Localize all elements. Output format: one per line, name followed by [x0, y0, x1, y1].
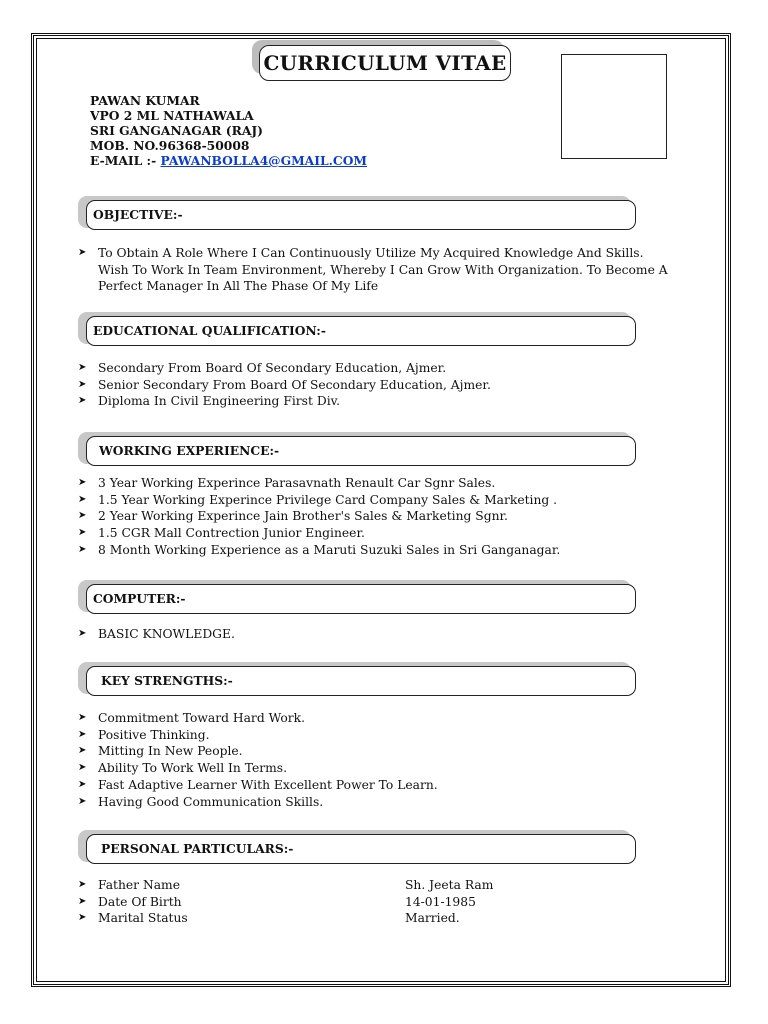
list-item-text: 1.5 CGR Mall Contrection Junior Engineer.	[98, 526, 365, 541]
mobile-number: MOB. NO.96368-50008	[90, 138, 250, 153]
page-title: CURRICULUM VITAE	[259, 45, 511, 81]
arrowhead-bullet-icon: ➤	[78, 493, 87, 505]
arrowhead-bullet-icon: ➤	[78, 778, 87, 790]
email-line	[90, 153, 367, 168]
list-item-text: Commitment Toward Hard Work.	[98, 711, 306, 725]
experience-list	[78, 475, 560, 559]
list-item	[78, 777, 438, 794]
list-item-text: BASIC KNOWLEDGE.	[98, 627, 235, 641]
list-item	[78, 760, 438, 777]
field-label: Father Name	[98, 878, 180, 892]
strengths-list	[78, 710, 438, 810]
section-heading-computer	[78, 580, 640, 616]
section-heading-experience	[78, 432, 640, 468]
section-heading-objective	[78, 196, 640, 232]
heading-box: COMPUTER:-	[86, 584, 636, 614]
arrowhead-bullet-icon: ➤	[78, 728, 87, 740]
arrowhead-bullet-icon: ➤	[78, 795, 87, 807]
arrowhead-bullet-icon: ➤	[78, 247, 87, 258]
section-heading-education	[78, 312, 640, 348]
field-label: Marital Status	[98, 911, 188, 926]
list-item	[78, 492, 560, 509]
arrowhead-bullet-icon: ➤	[78, 378, 87, 390]
list-item	[78, 877, 638, 894]
arrowhead-bullet-icon: ➤	[78, 712, 87, 723]
list-item-text: 2 Year Working Experince Jain Brother's Sales & Marketing Sgnr.	[98, 509, 508, 524]
list-item	[78, 525, 560, 542]
list-item-text: 1.5 Year Working Experince Privilege Card Company Sales & Marketing .	[98, 492, 558, 507]
arrowhead-bullet-icon: ➤	[78, 895, 87, 907]
list-item	[78, 626, 235, 643]
arrowhead-bullet-icon: ➤	[78, 543, 87, 555]
list-item-text: To Obtain A Role Where I Can Continuously Utilize My Acquired Knowledge And Skills. Wish To Work In Team Environment, Whereby I Can Grow With Organization. To Become A Perfect Manager In All The Phase Of My Life	[98, 246, 668, 294]
list-item-text: Positive Thinking.	[98, 727, 210, 742]
list-item-text: Having Good Communication Skills.	[98, 794, 324, 809]
address-line-2: SRI GANGANAGAR (RAJ)	[90, 123, 263, 138]
arrowhead-bullet-icon: ➤	[78, 362, 87, 373]
list-item	[78, 393, 491, 410]
arrowhead-bullet-icon: ➤	[78, 510, 87, 522]
list-item-text: 8 Month Working Experience as a Maruti Suzuki Sales in Sri Ganganagar.	[98, 542, 561, 557]
list-item-text: Diploma In Civil Engineering First Div.	[98, 394, 341, 409]
address-line-1: VPO 2 ML NATHAWALA	[90, 108, 254, 123]
list-item	[78, 727, 438, 744]
list-item-text: 3 Year Working Experince Parasavnath Renault Car Sgnr Sales.	[98, 476, 496, 490]
arrowhead-bullet-icon: ➤	[78, 628, 87, 639]
list-item	[78, 743, 438, 760]
list-item	[78, 910, 638, 927]
section-heading-strengths	[78, 662, 640, 698]
arrowhead-bullet-icon: ➤	[78, 745, 87, 757]
email-link[interactable]: PAWANBOLLA4@GMAIL.COM	[160, 153, 368, 168]
field-value: Sh. Jeeta Ram	[405, 878, 494, 892]
education-list	[78, 360, 491, 410]
list-item-text: Senior Secondary From Board Of Secondary Education, Ajmer.	[98, 377, 491, 392]
arrowhead-bullet-icon: ➤	[78, 477, 87, 488]
list-item-text: Secondary From Board Of Secondary Education, Ajmer.	[98, 361, 447, 375]
arrowhead-bullet-icon: ➤	[78, 395, 87, 407]
list-item	[78, 360, 491, 377]
heading-box: OBJECTIVE:-	[86, 200, 636, 230]
computer-list	[78, 626, 235, 643]
arrowhead-bullet-icon: ➤	[78, 527, 87, 539]
email-label: E-MAIL :-	[90, 153, 161, 168]
photo-placeholder	[561, 54, 667, 159]
list-item	[78, 377, 491, 394]
candidate-name: PAWAN KUMAR	[90, 93, 200, 108]
heading-box: KEY STRENGTHS:-	[86, 666, 636, 696]
list-item	[78, 508, 560, 525]
list-item	[78, 542, 560, 559]
arrowhead-bullet-icon: ➤	[78, 762, 87, 774]
list-item	[78, 710, 438, 727]
list-item-text: Fast Adaptive Learner With Excellent Power To Learn.	[98, 777, 438, 792]
objective-list	[78, 245, 668, 295]
field-value: Married.	[405, 911, 460, 926]
list-item-text: Mitting In New People.	[98, 744, 243, 759]
section-heading-personal	[78, 830, 640, 866]
list-item	[78, 245, 668, 295]
contact-block	[90, 93, 367, 168]
list-item	[78, 894, 638, 911]
list-item	[78, 794, 438, 811]
field-value: 14-01-1985	[405, 894, 476, 909]
heading-box: PERSONAL PARTICULARS:-	[86, 834, 636, 864]
heading-box: WORKING EXPERIENCE:-	[86, 436, 636, 466]
heading-box: EDUCATIONAL QUALIFICATION:-	[86, 316, 636, 346]
arrowhead-bullet-icon: ➤	[78, 879, 87, 890]
arrowhead-bullet-icon: ➤	[78, 912, 87, 924]
personal-list	[78, 877, 638, 927]
field-label: Date Of Birth	[98, 894, 182, 909]
list-item	[78, 475, 560, 492]
list-item-text: Ability To Work Well In Terms.	[98, 761, 288, 776]
